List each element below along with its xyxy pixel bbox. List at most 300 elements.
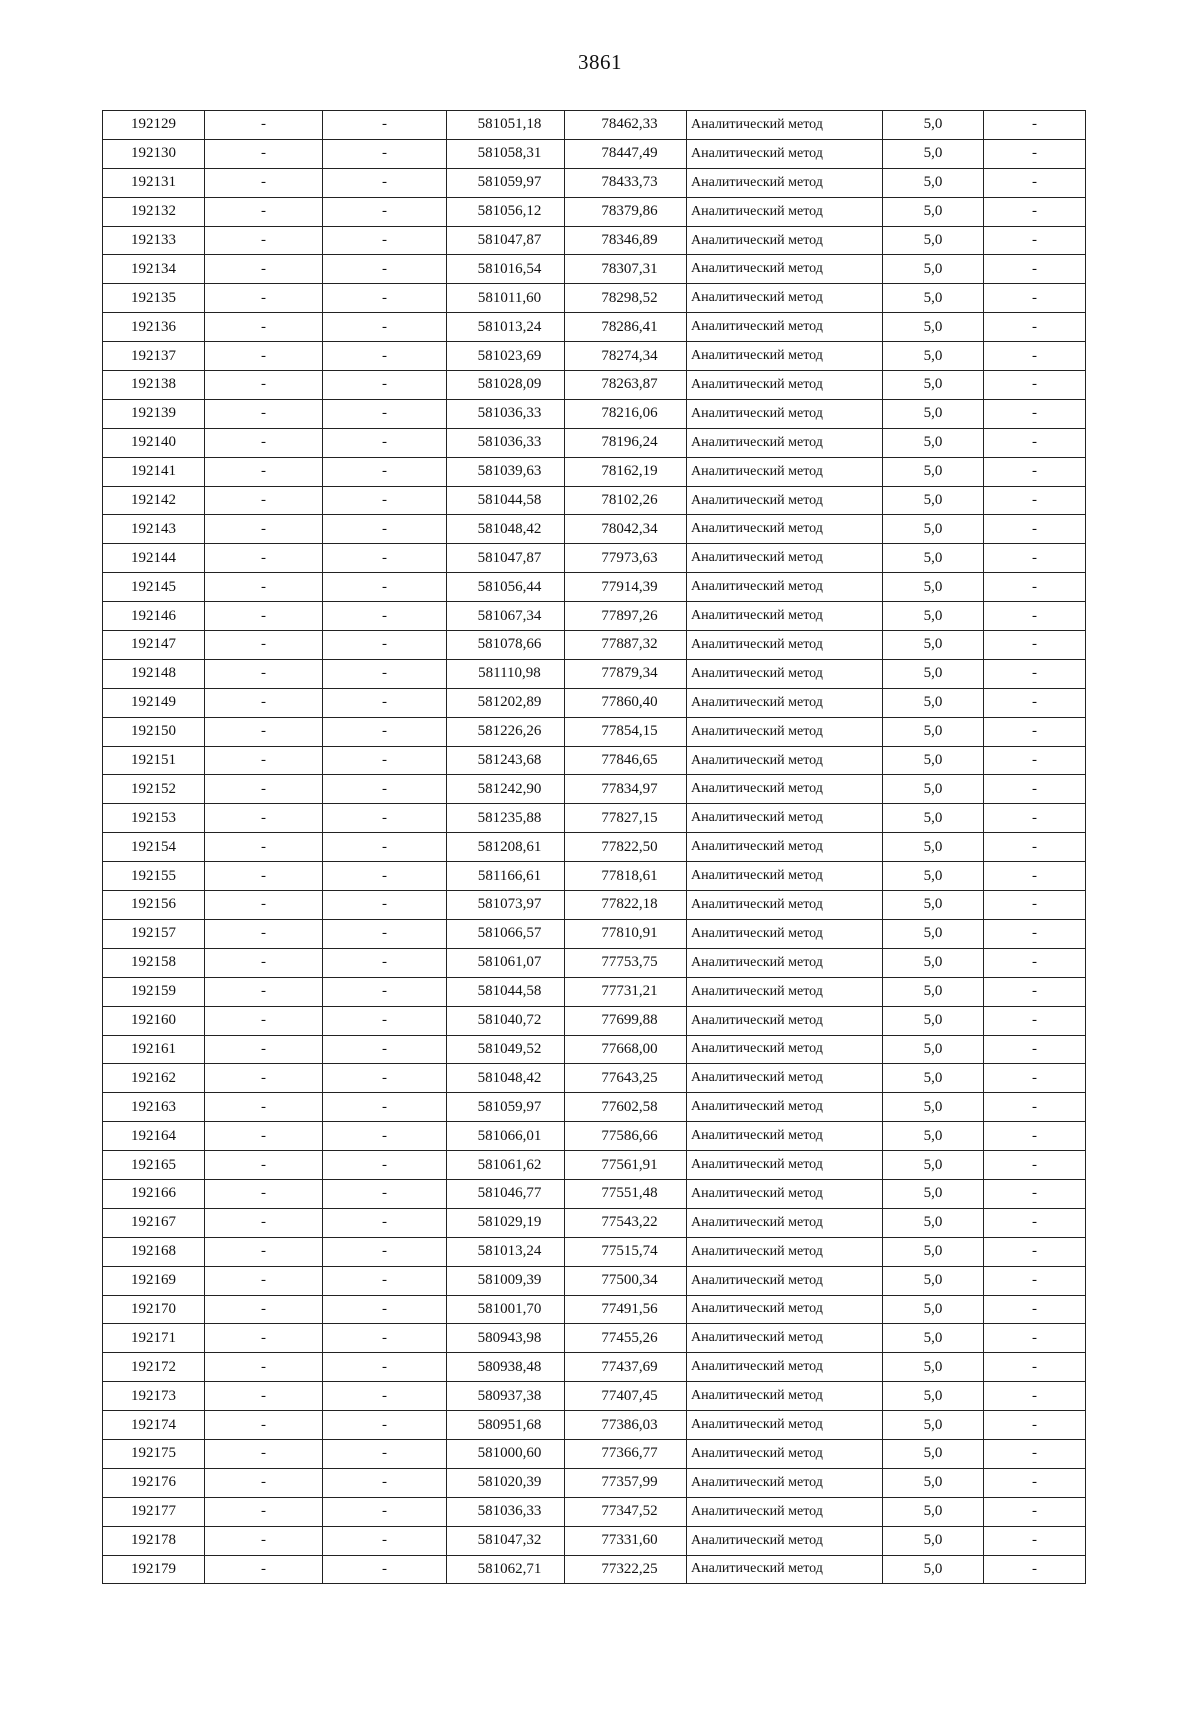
empty-cell-2: -: [323, 573, 447, 602]
empty-cell-1: -: [205, 573, 323, 602]
table-row: [103, 1122, 1086, 1151]
y-coordinate-cell: 78447,49: [565, 139, 687, 168]
x-coordinate-cell: 581110,98: [447, 659, 565, 688]
empty-cell-3: -: [984, 631, 1086, 660]
x-coordinate-cell: 581016,54: [447, 255, 565, 284]
point-number-cell: 192163: [103, 1093, 205, 1122]
accuracy-cell: 5,0: [883, 1266, 984, 1295]
empty-cell-2: -: [323, 1064, 447, 1093]
table-row: [103, 891, 1086, 920]
method-cell: Аналитический метод: [687, 746, 883, 775]
x-coordinate-cell: 581056,44: [447, 573, 565, 602]
empty-cell-1: -: [205, 428, 323, 457]
empty-cell-3: -: [984, 833, 1086, 862]
empty-cell-3: -: [984, 197, 1086, 226]
empty-cell-3: -: [984, 602, 1086, 631]
x-coordinate-cell: 580943,98: [447, 1324, 565, 1353]
accuracy-cell: 5,0: [883, 1526, 984, 1555]
point-number-cell: 192169: [103, 1266, 205, 1295]
empty-cell-1: -: [205, 1353, 323, 1382]
point-number-cell: 192175: [103, 1439, 205, 1468]
x-coordinate-cell: 581062,71: [447, 1555, 565, 1584]
table-row: [103, 168, 1086, 197]
empty-cell-2: -: [323, 457, 447, 486]
accuracy-cell: 5,0: [883, 602, 984, 631]
method-cell: Аналитический метод: [687, 544, 883, 573]
method-cell: Аналитический метод: [687, 631, 883, 660]
empty-cell-3: -: [984, 775, 1086, 804]
x-coordinate-cell: 581202,89: [447, 688, 565, 717]
empty-cell-1: -: [205, 688, 323, 717]
empty-cell-3: -: [984, 1151, 1086, 1180]
accuracy-cell: 5,0: [883, 1295, 984, 1324]
empty-cell-2: -: [323, 1353, 447, 1382]
empty-cell-3: -: [984, 515, 1086, 544]
point-number-cell: 192145: [103, 573, 205, 602]
method-cell: Аналитический метод: [687, 1208, 883, 1237]
empty-cell-2: -: [323, 602, 447, 631]
empty-cell-3: -: [984, 688, 1086, 717]
x-coordinate-cell: 581028,09: [447, 371, 565, 400]
accuracy-cell: 5,0: [883, 255, 984, 284]
empty-cell-2: -: [323, 1179, 447, 1208]
empty-cell-2: -: [323, 688, 447, 717]
empty-cell-3: -: [984, 1497, 1086, 1526]
method-cell: Аналитический метод: [687, 139, 883, 168]
empty-cell-1: -: [205, 371, 323, 400]
empty-cell-2: -: [323, 342, 447, 371]
y-coordinate-cell: 77455,26: [565, 1324, 687, 1353]
y-coordinate-cell: 78042,34: [565, 515, 687, 544]
accuracy-cell: 5,0: [883, 1555, 984, 1584]
point-number-cell: 192176: [103, 1468, 205, 1497]
x-coordinate-cell: 581020,39: [447, 1468, 565, 1497]
accuracy-cell: 5,0: [883, 1208, 984, 1237]
table-row: [103, 1266, 1086, 1295]
y-coordinate-cell: 78216,06: [565, 399, 687, 428]
point-number-cell: 192164: [103, 1122, 205, 1151]
point-number-cell: 192141: [103, 457, 205, 486]
page-number: 3861: [578, 50, 622, 74]
method-cell: Аналитический метод: [687, 804, 883, 833]
x-coordinate-cell: 581208,61: [447, 833, 565, 862]
point-number-cell: 192133: [103, 226, 205, 255]
empty-cell-2: -: [323, 1295, 447, 1324]
x-coordinate-cell: 581049,52: [447, 1035, 565, 1064]
empty-cell-2: -: [323, 371, 447, 400]
point-number-cell: 192166: [103, 1179, 205, 1208]
point-number-cell: 192170: [103, 1295, 205, 1324]
accuracy-cell: 5,0: [883, 371, 984, 400]
accuracy-cell: 5,0: [883, 1151, 984, 1180]
empty-cell-1: -: [205, 804, 323, 833]
x-coordinate-cell: 580938,48: [447, 1353, 565, 1382]
x-coordinate-cell: 581036,33: [447, 428, 565, 457]
empty-cell-3: -: [984, 862, 1086, 891]
point-number-cell: 192132: [103, 197, 205, 226]
x-coordinate-cell: 581000,60: [447, 1439, 565, 1468]
accuracy-cell: 5,0: [883, 457, 984, 486]
y-coordinate-cell: 77586,66: [565, 1122, 687, 1151]
y-coordinate-cell: 77543,22: [565, 1208, 687, 1237]
empty-cell-3: -: [984, 1324, 1086, 1353]
point-number-cell: 192149: [103, 688, 205, 717]
empty-cell-2: -: [323, 255, 447, 284]
method-cell: Аналитический метод: [687, 891, 883, 920]
method-cell: Аналитический метод: [687, 255, 883, 284]
accuracy-cell: 5,0: [883, 1324, 984, 1353]
empty-cell-2: -: [323, 1526, 447, 1555]
y-coordinate-cell: 77668,00: [565, 1035, 687, 1064]
empty-cell-3: -: [984, 544, 1086, 573]
empty-cell-3: -: [984, 948, 1086, 977]
accuracy-cell: 5,0: [883, 573, 984, 602]
accuracy-cell: 5,0: [883, 1035, 984, 1064]
empty-cell-1: -: [205, 659, 323, 688]
empty-cell-2: -: [323, 977, 447, 1006]
empty-cell-1: -: [205, 1555, 323, 1584]
point-number-cell: 192165: [103, 1151, 205, 1180]
point-number-cell: 192140: [103, 428, 205, 457]
table-row: [103, 631, 1086, 660]
x-coordinate-cell: 581023,69: [447, 342, 565, 371]
method-cell: Аналитический метод: [687, 1151, 883, 1180]
empty-cell-1: -: [205, 139, 323, 168]
point-number-cell: 192129: [103, 111, 205, 140]
accuracy-cell: 5,0: [883, 717, 984, 746]
empty-cell-2: -: [323, 804, 447, 833]
table-row: [103, 399, 1086, 428]
empty-cell-1: -: [205, 1208, 323, 1237]
accuracy-cell: 5,0: [883, 746, 984, 775]
empty-cell-1: -: [205, 1411, 323, 1440]
accuracy-cell: 5,0: [883, 659, 984, 688]
empty-cell-1: -: [205, 631, 323, 660]
y-coordinate-cell: 77366,77: [565, 1439, 687, 1468]
table-row: [103, 833, 1086, 862]
empty-cell-2: -: [323, 428, 447, 457]
x-coordinate-cell: 581047,87: [447, 226, 565, 255]
empty-cell-3: -: [984, 1382, 1086, 1411]
empty-cell-1: -: [205, 1093, 323, 1122]
x-coordinate-cell: 581048,42: [447, 515, 565, 544]
x-coordinate-cell: 581235,88: [447, 804, 565, 833]
accuracy-cell: 5,0: [883, 688, 984, 717]
accuracy-cell: 5,0: [883, 1093, 984, 1122]
empty-cell-1: -: [205, 457, 323, 486]
method-cell: Аналитический метод: [687, 197, 883, 226]
x-coordinate-cell: 581061,62: [447, 1151, 565, 1180]
x-coordinate-cell: 581047,32: [447, 1526, 565, 1555]
empty-cell-2: -: [323, 515, 447, 544]
empty-cell-2: -: [323, 486, 447, 515]
point-number-cell: 192138: [103, 371, 205, 400]
accuracy-cell: 5,0: [883, 139, 984, 168]
empty-cell-1: -: [205, 948, 323, 977]
empty-cell-2: -: [323, 544, 447, 573]
empty-cell-3: -: [984, 1035, 1086, 1064]
point-number-cell: 192158: [103, 948, 205, 977]
empty-cell-3: -: [984, 486, 1086, 515]
method-cell: Аналитический метод: [687, 688, 883, 717]
table-row: [103, 977, 1086, 1006]
x-coordinate-cell: 581011,60: [447, 284, 565, 313]
method-cell: Аналитический метод: [687, 1093, 883, 1122]
x-coordinate-cell: 581166,61: [447, 862, 565, 891]
empty-cell-2: -: [323, 717, 447, 746]
point-number-cell: 192150: [103, 717, 205, 746]
y-coordinate-cell: 77551,48: [565, 1179, 687, 1208]
method-cell: Аналитический метод: [687, 602, 883, 631]
point-number-cell: 192155: [103, 862, 205, 891]
method-cell: Аналитический метод: [687, 919, 883, 948]
accuracy-cell: 5,0: [883, 977, 984, 1006]
empty-cell-2: -: [323, 1266, 447, 1295]
table-row: [103, 111, 1086, 140]
table-row: [103, 804, 1086, 833]
x-coordinate-cell: 581046,77: [447, 1179, 565, 1208]
x-coordinate-cell: 581044,58: [447, 977, 565, 1006]
y-coordinate-cell: 77822,50: [565, 833, 687, 862]
table-row: [103, 1006, 1086, 1035]
empty-cell-1: -: [205, 775, 323, 804]
y-coordinate-cell: 78433,73: [565, 168, 687, 197]
method-cell: Аналитический метод: [687, 313, 883, 342]
point-number-cell: 192160: [103, 1006, 205, 1035]
method-cell: Аналитический метод: [687, 1237, 883, 1266]
accuracy-cell: 5,0: [883, 313, 984, 342]
point-number-cell: 192144: [103, 544, 205, 573]
y-coordinate-cell: 77643,25: [565, 1064, 687, 1093]
empty-cell-3: -: [984, 1006, 1086, 1035]
x-coordinate-cell: 581242,90: [447, 775, 565, 804]
point-number-cell: 192147: [103, 631, 205, 660]
accuracy-cell: 5,0: [883, 1122, 984, 1151]
y-coordinate-cell: 77515,74: [565, 1237, 687, 1266]
accuracy-cell: 5,0: [883, 168, 984, 197]
accuracy-cell: 5,0: [883, 1006, 984, 1035]
x-coordinate-cell: 581013,24: [447, 1237, 565, 1266]
x-coordinate-cell: 580937,38: [447, 1382, 565, 1411]
empty-cell-2: -: [323, 313, 447, 342]
empty-cell-2: -: [323, 1468, 447, 1497]
empty-cell-3: -: [984, 399, 1086, 428]
y-coordinate-cell: 77879,34: [565, 659, 687, 688]
empty-cell-3: -: [984, 1266, 1086, 1295]
empty-cell-3: -: [984, 1439, 1086, 1468]
empty-cell-1: -: [205, 544, 323, 573]
point-number-cell: 192162: [103, 1064, 205, 1093]
method-cell: Аналитический метод: [687, 111, 883, 140]
y-coordinate-cell: 77854,15: [565, 717, 687, 746]
empty-cell-1: -: [205, 891, 323, 920]
empty-cell-3: -: [984, 255, 1086, 284]
y-coordinate-cell: 77561,91: [565, 1151, 687, 1180]
empty-cell-3: -: [984, 1526, 1086, 1555]
point-number-cell: 192159: [103, 977, 205, 1006]
point-number-cell: 192171: [103, 1324, 205, 1353]
x-coordinate-cell: 581067,34: [447, 602, 565, 631]
empty-cell-1: -: [205, 168, 323, 197]
x-coordinate-cell: 581059,97: [447, 1093, 565, 1122]
empty-cell-3: -: [984, 168, 1086, 197]
x-coordinate-cell: 581061,07: [447, 948, 565, 977]
empty-cell-1: -: [205, 342, 323, 371]
y-coordinate-cell: 77386,03: [565, 1411, 687, 1440]
x-coordinate-cell: 581226,26: [447, 717, 565, 746]
empty-cell-1: -: [205, 1468, 323, 1497]
y-coordinate-cell: 78307,31: [565, 255, 687, 284]
method-cell: Аналитический метод: [687, 168, 883, 197]
accuracy-cell: 5,0: [883, 486, 984, 515]
x-coordinate-cell: 581039,63: [447, 457, 565, 486]
x-coordinate-cell: 581243,68: [447, 746, 565, 775]
y-coordinate-cell: 77491,56: [565, 1295, 687, 1324]
y-coordinate-cell: 77699,88: [565, 1006, 687, 1035]
method-cell: Аналитический метод: [687, 1122, 883, 1151]
accuracy-cell: 5,0: [883, 197, 984, 226]
empty-cell-2: -: [323, 111, 447, 140]
point-number-cell: 192135: [103, 284, 205, 313]
point-number-cell: 192143: [103, 515, 205, 544]
point-number-cell: 192146: [103, 602, 205, 631]
point-number-cell: 192178: [103, 1526, 205, 1555]
empty-cell-1: -: [205, 1295, 323, 1324]
y-coordinate-cell: 78298,52: [565, 284, 687, 313]
y-coordinate-cell: 77810,91: [565, 919, 687, 948]
y-coordinate-cell: 77357,99: [565, 1468, 687, 1497]
method-cell: Аналитический метод: [687, 457, 883, 486]
method-cell: Аналитический метод: [687, 1526, 883, 1555]
empty-cell-1: -: [205, 1266, 323, 1295]
accuracy-cell: 5,0: [883, 891, 984, 920]
empty-cell-1: -: [205, 602, 323, 631]
empty-cell-1: -: [205, 1064, 323, 1093]
empty-cell-2: -: [323, 631, 447, 660]
method-cell: Аналитический метод: [687, 948, 883, 977]
method-cell: Аналитический метод: [687, 862, 883, 891]
empty-cell-3: -: [984, 284, 1086, 313]
x-coordinate-cell: 581066,57: [447, 919, 565, 948]
empty-cell-2: -: [323, 891, 447, 920]
empty-cell-1: -: [205, 255, 323, 284]
empty-cell-3: -: [984, 226, 1086, 255]
table-body: [103, 111, 1086, 1584]
method-cell: Аналитический метод: [687, 775, 883, 804]
empty-cell-1: -: [205, 111, 323, 140]
accuracy-cell: 5,0: [883, 428, 984, 457]
table-row: [103, 948, 1086, 977]
accuracy-cell: 5,0: [883, 631, 984, 660]
empty-cell-3: -: [984, 1468, 1086, 1497]
empty-cell-1: -: [205, 284, 323, 313]
table-row: [103, 1526, 1086, 1555]
empty-cell-1: -: [205, 1497, 323, 1526]
table-row: [103, 544, 1086, 573]
point-number-cell: 192179: [103, 1555, 205, 1584]
point-number-cell: 192168: [103, 1237, 205, 1266]
point-number-cell: 192131: [103, 168, 205, 197]
accuracy-cell: 5,0: [883, 226, 984, 255]
point-number-cell: 192173: [103, 1382, 205, 1411]
y-coordinate-cell: 77437,69: [565, 1353, 687, 1382]
y-coordinate-cell: 78462,33: [565, 111, 687, 140]
table-row: [103, 1439, 1086, 1468]
table-row: [103, 775, 1086, 804]
method-cell: Аналитический метод: [687, 977, 883, 1006]
table-row: [103, 139, 1086, 168]
empty-cell-2: -: [323, 1439, 447, 1468]
method-cell: Аналитический метод: [687, 1295, 883, 1324]
table-row: [103, 573, 1086, 602]
accuracy-cell: 5,0: [883, 1497, 984, 1526]
accuracy-cell: 5,0: [883, 1353, 984, 1382]
table-row: [103, 1555, 1086, 1584]
table-row: [103, 226, 1086, 255]
empty-cell-1: -: [205, 746, 323, 775]
table-row: [103, 428, 1086, 457]
accuracy-cell: 5,0: [883, 833, 984, 862]
empty-cell-1: -: [205, 1179, 323, 1208]
accuracy-cell: 5,0: [883, 1179, 984, 1208]
point-number-cell: 192172: [103, 1353, 205, 1382]
empty-cell-2: -: [323, 1006, 447, 1035]
x-coordinate-cell: 581078,66: [447, 631, 565, 660]
empty-cell-2: -: [323, 833, 447, 862]
point-number-cell: 192152: [103, 775, 205, 804]
point-number-cell: 192148: [103, 659, 205, 688]
table-row: [103, 862, 1086, 891]
y-coordinate-cell: 78379,86: [565, 197, 687, 226]
method-cell: Аналитический метод: [687, 1497, 883, 1526]
x-coordinate-cell: 581001,70: [447, 1295, 565, 1324]
method-cell: Аналитический метод: [687, 1035, 883, 1064]
empty-cell-3: -: [984, 111, 1086, 140]
y-coordinate-cell: 77407,45: [565, 1382, 687, 1411]
accuracy-cell: 5,0: [883, 1382, 984, 1411]
table-row: [103, 1035, 1086, 1064]
empty-cell-2: -: [323, 1151, 447, 1180]
empty-cell-3: -: [984, 1122, 1086, 1151]
point-number-cell: 192151: [103, 746, 205, 775]
method-cell: Аналитический метод: [687, 371, 883, 400]
point-number-cell: 192167: [103, 1208, 205, 1237]
method-cell: Аналитический метод: [687, 1411, 883, 1440]
y-coordinate-cell: 77331,60: [565, 1526, 687, 1555]
empty-cell-1: -: [205, 1035, 323, 1064]
x-coordinate-cell: 581040,72: [447, 1006, 565, 1035]
x-coordinate-cell: 581073,97: [447, 891, 565, 920]
y-coordinate-cell: 78162,19: [565, 457, 687, 486]
empty-cell-3: -: [984, 717, 1086, 746]
method-cell: Аналитический метод: [687, 659, 883, 688]
empty-cell-2: -: [323, 284, 447, 313]
method-cell: Аналитический метод: [687, 1324, 883, 1353]
empty-cell-2: -: [323, 1411, 447, 1440]
method-cell: Аналитический метод: [687, 1439, 883, 1468]
method-cell: Аналитический метод: [687, 1382, 883, 1411]
x-coordinate-cell: 580951,68: [447, 1411, 565, 1440]
y-coordinate-cell: 77887,32: [565, 631, 687, 660]
empty-cell-2: -: [323, 197, 447, 226]
empty-cell-2: -: [323, 919, 447, 948]
empty-cell-1: -: [205, 1151, 323, 1180]
x-coordinate-cell: 581059,97: [447, 168, 565, 197]
y-coordinate-cell: 77347,52: [565, 1497, 687, 1526]
x-coordinate-cell: 581044,58: [447, 486, 565, 515]
empty-cell-1: -: [205, 1324, 323, 1353]
table-row: [103, 284, 1086, 313]
